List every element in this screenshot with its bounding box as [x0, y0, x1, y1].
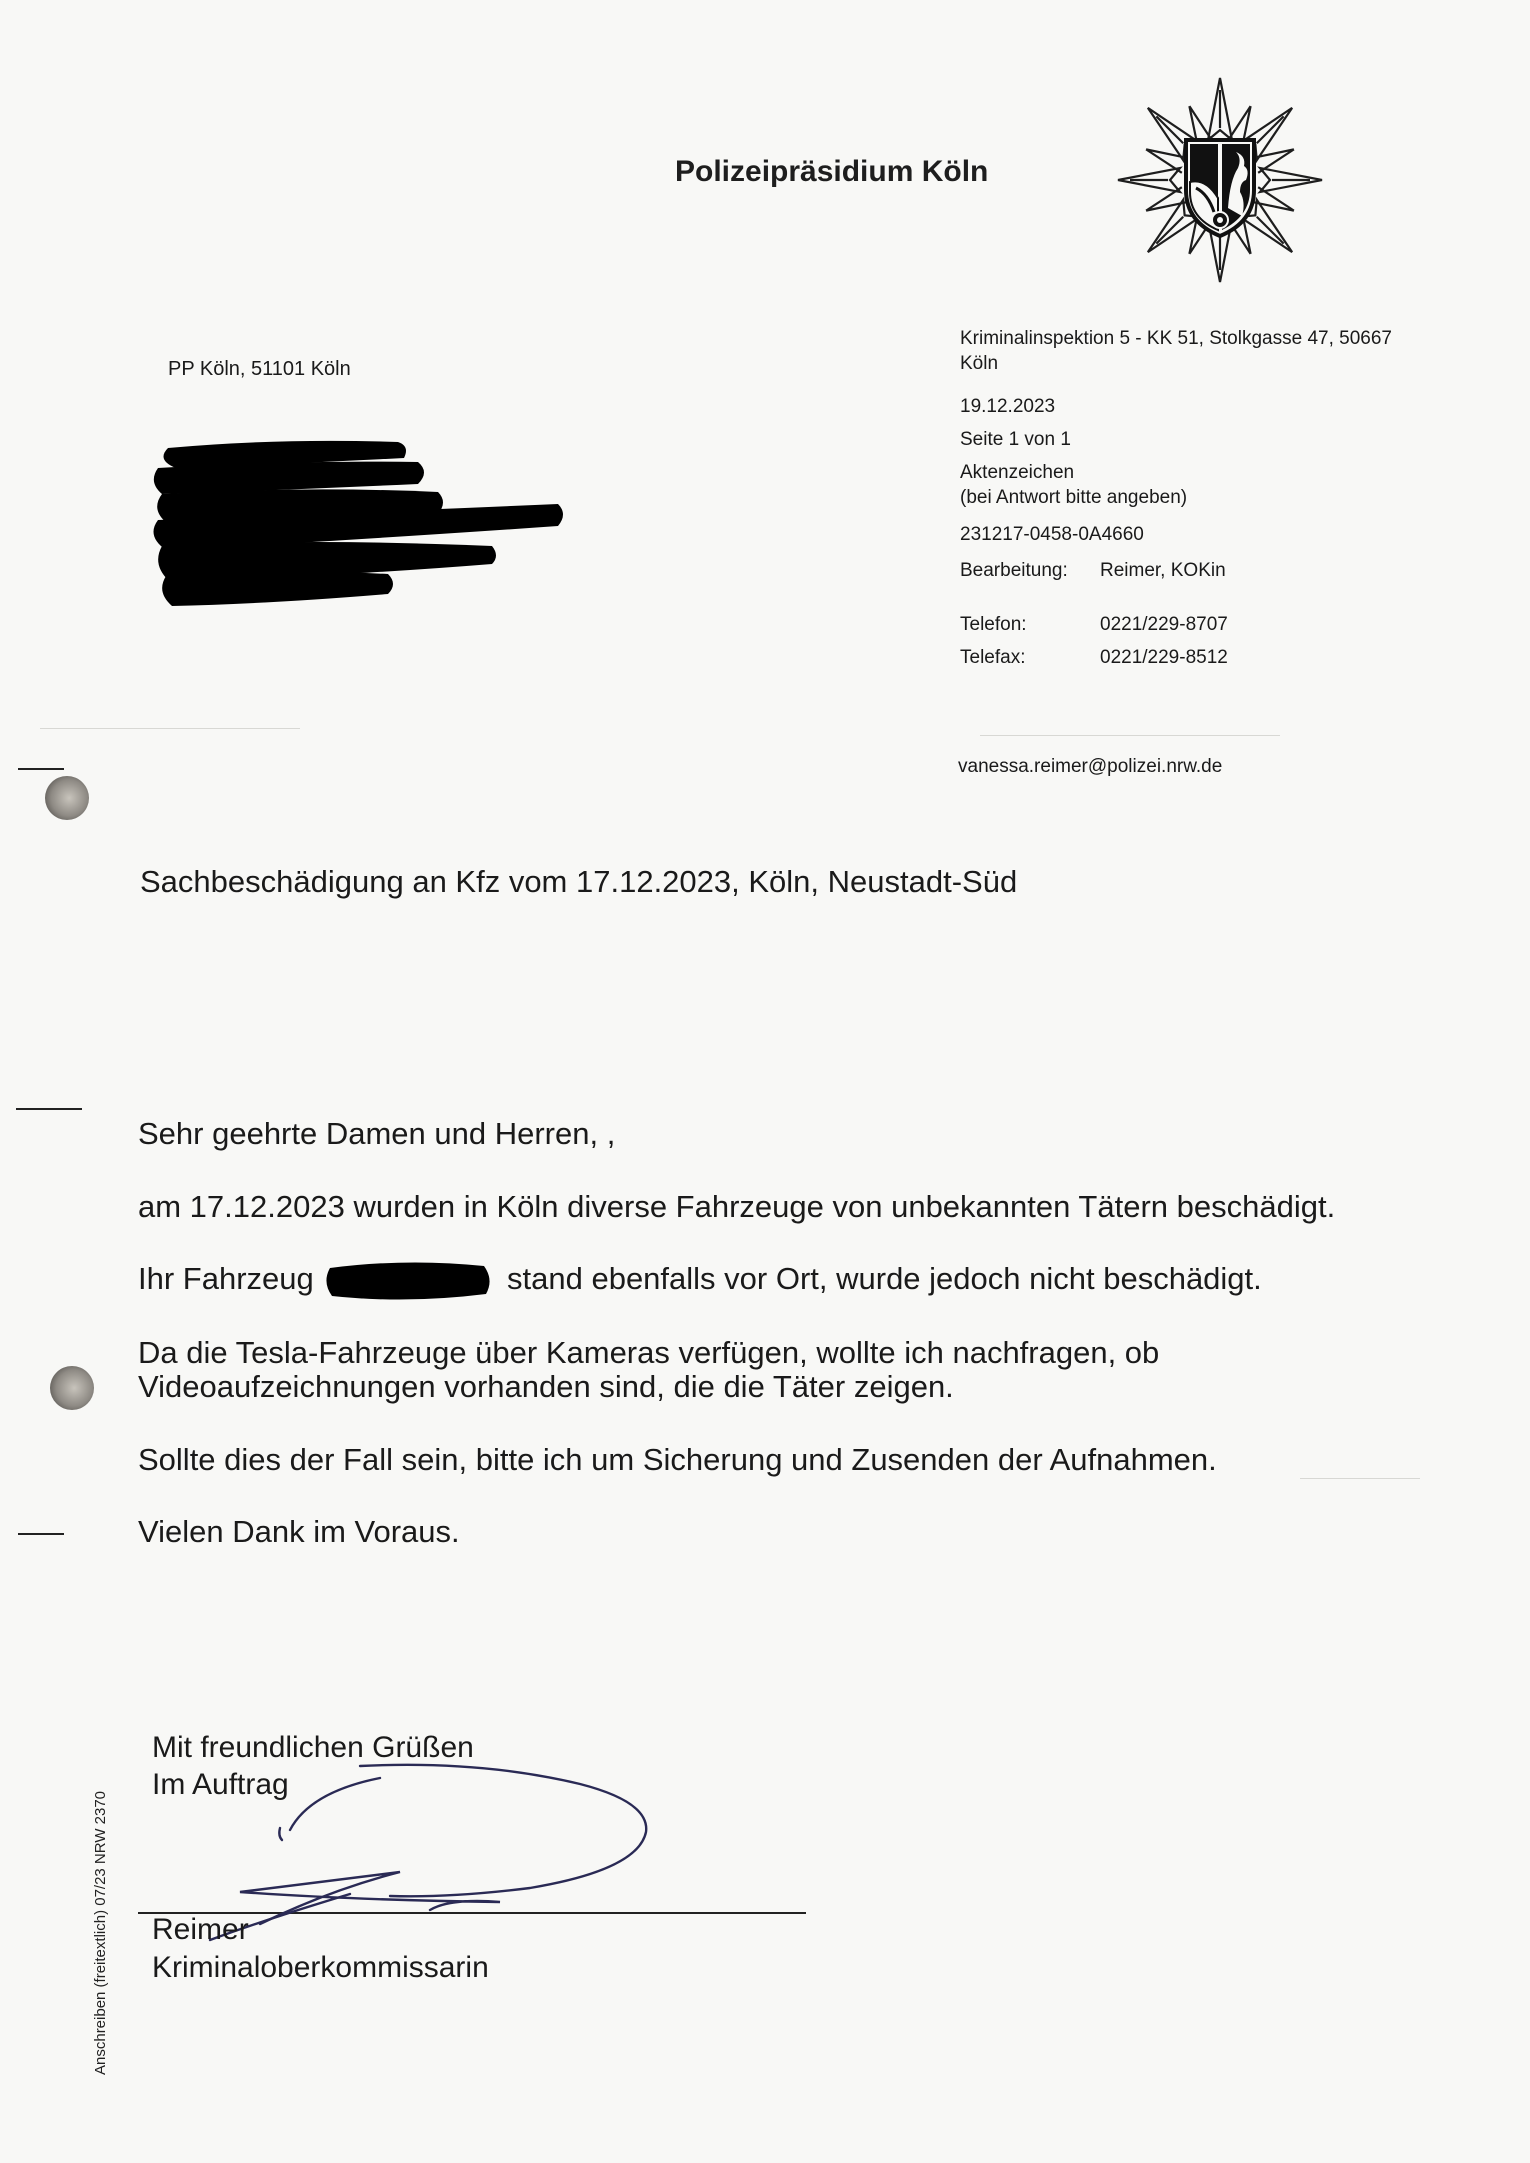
- reference-hint: (bei Antwort bitte angeben): [960, 487, 1188, 508]
- closing-greeting: Mit freundlichen Grüßen: [152, 1731, 474, 1764]
- scan-artifact: [40, 728, 300, 729]
- page-indicator: Seite 1 von 1: [960, 429, 1071, 450]
- reference-number: 231217-0458-0A4660: [960, 524, 1144, 545]
- redacted-license-plate: [326, 1260, 494, 1302]
- paragraph-cameras-line2: Videoaufzeichnungen vorhanden sind, die die Täter zeigen.: [138, 1369, 954, 1404]
- handler-value: Reimer, KOKin: [1100, 560, 1226, 581]
- paragraph-thanks: Vielen Dank im Voraus.: [138, 1514, 460, 1549]
- sender-return-address: PP Köln, 51101 Köln: [168, 358, 351, 380]
- fold-mark: [18, 1533, 64, 1535]
- redacted-recipient-address: [148, 438, 578, 608]
- signatory-title: Kriminaloberkommissarin: [152, 1951, 489, 1984]
- police-star-emblem: [1110, 70, 1330, 290]
- signatory-name: Reimer: [152, 1913, 249, 1946]
- fold-mark: [16, 1108, 82, 1110]
- handler-row: [960, 558, 1226, 583]
- paragraph-vehicle: [138, 1260, 1262, 1302]
- vehicle-text-after: stand ebenfalls vor Ort, wurde jedoch nicht beschädigt.: [507, 1261, 1262, 1297]
- fold-mark: [18, 768, 64, 770]
- phone-value: 0221/229-8707: [1100, 614, 1228, 635]
- fax-label: Telefax:: [960, 647, 1026, 668]
- fax-value: 0221/229-8512: [1100, 647, 1228, 668]
- vehicle-text-before: Ihr Fahrzeug: [138, 1261, 314, 1297]
- punch-hole: [45, 776, 89, 820]
- email-address: vanessa.reimer@polizei.nrw.de: [958, 756, 1223, 777]
- letter-subject: Sachbeschädigung an Kfz vom 17.12.2023, Köln, Neustadt-Süd: [140, 864, 1018, 899]
- scan-artifact: [1300, 1478, 1420, 1479]
- form-code: Anschreiben (freitextlich) 07/23 NRW 2370: [92, 1790, 109, 2075]
- paragraph-request: Sollte dies der Fall sein, bitte ich um Sicherung und Zusenden der Aufnahmen.: [138, 1442, 1217, 1477]
- phone-label: Telefon:: [960, 614, 1027, 635]
- authority-title: Polizeipräsidium Köln: [675, 155, 989, 188]
- fax-row: [960, 645, 1228, 670]
- handler-label: Bearbeitung:: [960, 560, 1068, 581]
- reference-label: Aktenzeichen: [960, 462, 1075, 483]
- punch-hole: [50, 1366, 94, 1410]
- paragraph-incident: am 17.12.2023 wurden in Köln diverse Fahrzeuge von unbekannten Tätern beschädigt.: [138, 1189, 1336, 1224]
- phone-row: [960, 612, 1228, 637]
- department-line: Kriminalinspektion 5 - KK 51, Stolkgasse 47, 50667: [960, 328, 1392, 349]
- letter-date: 19.12.2023: [960, 396, 1056, 417]
- scan-artifact: [980, 735, 1280, 736]
- salutation: Sehr geehrte Damen und Herren, ,: [138, 1116, 616, 1151]
- closing-order: Im Auftrag: [152, 1768, 289, 1801]
- department-city: Köln: [960, 353, 999, 374]
- paragraph-cameras-line1: Da die Tesla-Fahrzeuge über Kameras verfügen, wollte ich nachfragen, ob: [138, 1335, 1160, 1370]
